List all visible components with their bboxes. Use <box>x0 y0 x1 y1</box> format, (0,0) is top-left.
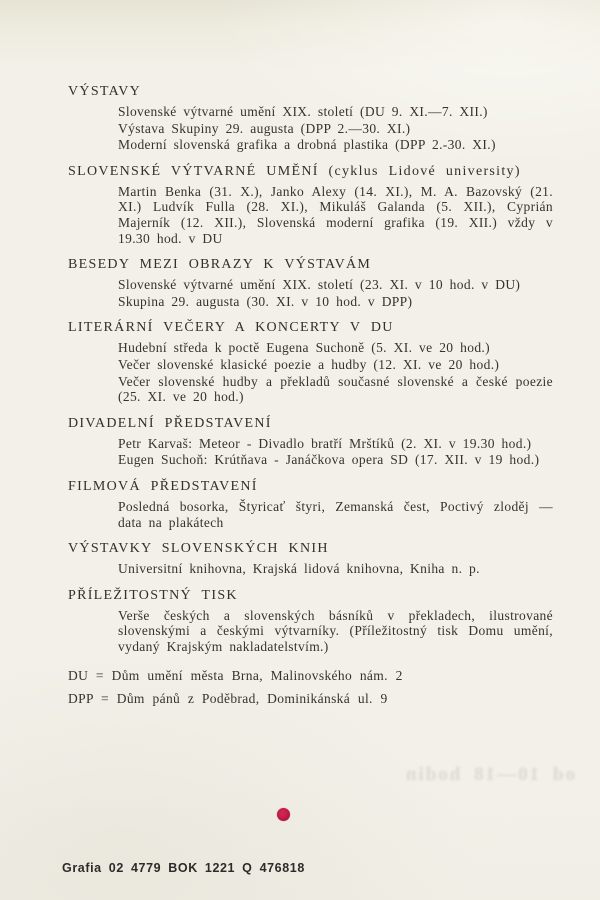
event-line: Skupina 29. augusta (30. XI. v 10 hod. v DPP) <box>118 293 413 309</box>
section-heading: VÝSTAVKY SLOVENSKÝCH KNIH <box>68 541 329 557</box>
program-text-block <box>68 84 553 713</box>
event-line: Posledná bosorka, Štyricať štyri, Zemanská čest, Poctivý zloděj — data na plakátech <box>118 498 553 530</box>
section-occasional-print <box>68 588 553 655</box>
event-line: Universitní knihovna, Krajská lidová knihovna, Kniha n. p. <box>118 561 480 577</box>
section-heading: SLOVENSKÉ VÝTVARNÉ UMĚNÍ (cyklus Lidové university) <box>68 163 521 179</box>
red-dot-mark <box>277 808 290 821</box>
section-theatre <box>68 416 553 468</box>
event-line: Večer slovenské hudby a překladů současné slovenské a české poezie (25. XI. ve 20 hod.) <box>118 373 553 405</box>
event-line: Večer slovenské klasické poezie a hudby (12. XI. ve 20 hod.) <box>118 356 500 372</box>
section-book-displays <box>68 541 553 577</box>
section-heading: DIVADELNÍ PŘEDSTAVENÍ <box>68 415 272 431</box>
abbreviation-line-du: DU = Dům umění města Brna, Malinovského nám. 2 <box>68 668 403 684</box>
event-line: Verše českých a slovenských básníků v překladech, ilustrované slovenskými a českými výtvarníky. (Příležitostný tisk Domu umění, vydaný Krajským nakladatelstvím.) <box>118 607 553 654</box>
section-heading: LITERÁRNÍ VEČERY A KONCERTY V DU <box>68 320 394 336</box>
event-line: Slovenské výtvarné umění XIX. století (DU 9. XI.—7. XII.) <box>118 104 488 119</box>
section-heading: VÝSTAVY <box>68 84 142 99</box>
abbreviation-line-dpp: DPP = Dům pánů z Poděbrad, Dominikánská ul. 9 <box>68 690 388 706</box>
event-line: Martin Benka (31. X.), Janko Alexy (14. XI.), M. A. Bazovský (21. XI.) Ludvík Fulla (28. XI.), Mikuláš Galanda (5. XII.), Cyprián Majerník (12. XII.), Slovenská moderní grafika (19. XII.) vždy v 19.30 hod. v DU <box>118 183 553 246</box>
show-through-text: od 10—18 hodin <box>403 764 575 785</box>
section-gallery-talks <box>68 257 553 309</box>
section-heading: PŘÍLEŽITOSTNÝ TISK <box>68 587 238 603</box>
section-film <box>68 479 553 530</box>
event-line: Moderní slovenská grafika a drobná plastika (DPP 2.-30. XI.) <box>118 137 496 153</box>
event-line: Slovenské výtvarné umění XIX. století (23. XI. v 10 hod. v DU) <box>118 277 521 293</box>
event-line: Výstava Skupiny 29. augusta (DPP 2.—30. XI.) <box>118 120 411 136</box>
event-line: Petr Karvaš: Meteor - Divadlo bratří Mrštíků (2. XI. v 19.30 hod.) <box>118 435 532 451</box>
event-line: Eugen Suchoň: Krútňava - Janáčkova opera SD (17. XII. v 19 hod.) <box>118 452 540 468</box>
section-heading: BESEDY MEZI OBRAZY K VÝSTAVÁM <box>68 257 372 273</box>
print-code: Grafia 02 4779 BOK 1221 Q 476818 <box>62 861 305 875</box>
section-exhibitions <box>68 84 553 153</box>
section-slovak-fine-art <box>68 164 553 246</box>
event-line: Hudební středa k poctě Eugena Suchoně (5. XI. ve 20 hod.) <box>118 340 490 356</box>
abbreviation-key <box>68 668 553 706</box>
section-heading: FILMOVÁ PŘEDSTAVENÍ <box>68 478 258 494</box>
section-literary-evenings <box>68 320 553 404</box>
